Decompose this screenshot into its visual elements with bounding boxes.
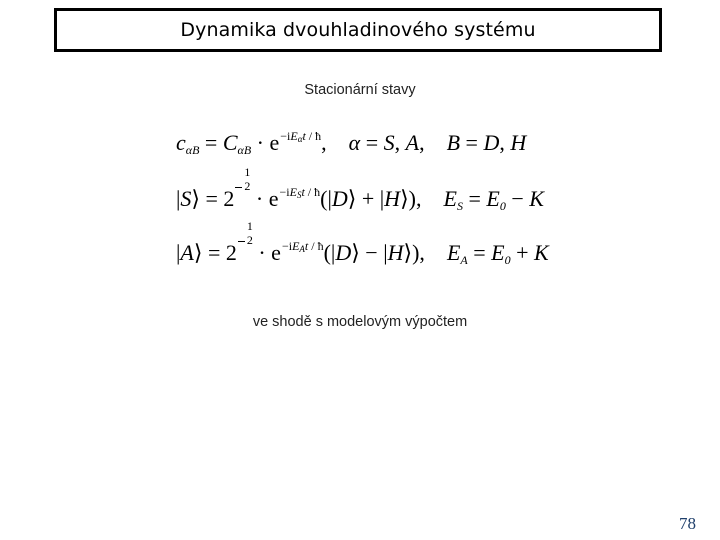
equation-1: $c_{\alpha B} = C_{\alpha B} \cdot e^{-iE_\alpha t / ħ}$, α = S, A, B = D, H xyxy=(176,129,527,157)
equation-2: |S⟩ = 2 1 2 · $e^{-iE_St / ħ}(|D⟩$ + |H⟩), $E_S = E_0 - K$ xyxy=(176,165,544,213)
equation-3: |A⟩ = 2 1 2 · $e^{-iE_At / ħ}(|D⟩$ − |H⟩), $E_A = E_0 + K$ xyxy=(176,219,549,267)
model-note: ve shodě s modelovým výpočtem xyxy=(252,314,468,330)
section-subtitle: Stacionární stavy xyxy=(304,82,416,98)
page-number: 78 xyxy=(679,514,696,533)
slide-title: Dynamika dvouhladinového systému xyxy=(54,8,662,52)
